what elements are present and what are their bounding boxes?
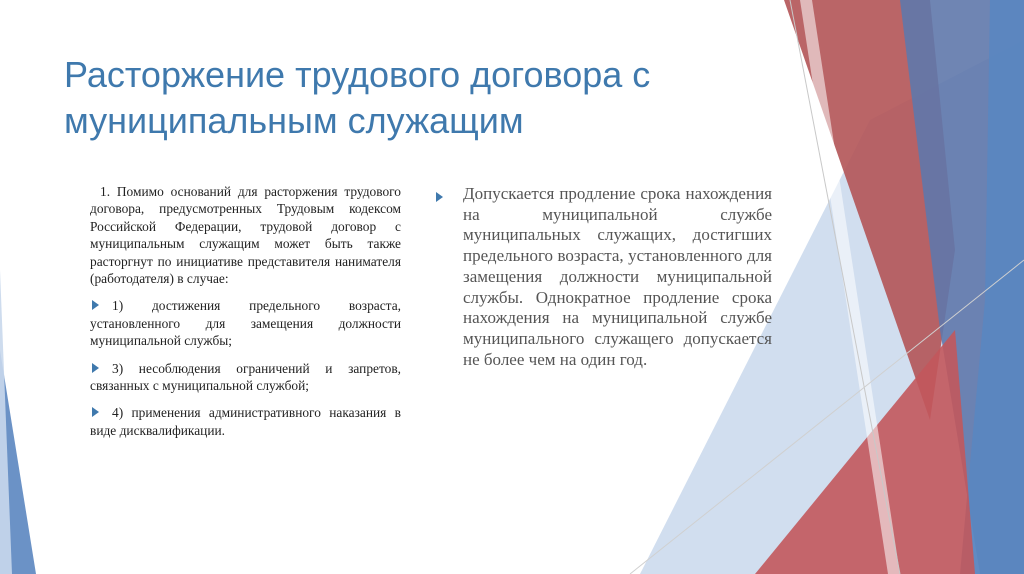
- left-text-column: [90, 183, 401, 449]
- triangle-bullet-icon: [92, 363, 99, 373]
- right-text-column: Допускается продление срока нахождения на муниципальной службе муниципальных служащих, достигших предельного возраста, установленного для замещения должности муниципальной службы. Однократное продление срока нахождения на муниципальной службе муниципального служащего допускается не более чем на один год.: [463, 184, 772, 369]
- slide-title: Расторжение трудового договора с муниципальным служащим: [64, 54, 651, 141]
- list-item: [90, 297, 401, 349]
- triangle-bullet-icon: [92, 300, 99, 310]
- list-item-text: 1) достижения предельного возраста, установленного для замещения должности муниципальной службы;: [90, 298, 401, 349]
- triangle-bullet-icon: [436, 192, 443, 202]
- list-item: [90, 360, 401, 395]
- triangle-bullet-icon: [92, 407, 99, 417]
- intro-paragraph: 1. Помимо оснований для расторжения трудового договора, предусмотренных Трудовым кодексом Российской Федерации, трудовой договор с муниципальным служащим может быть также расторгнут по инициативе представителя нанимателя (работодателя) в случае:: [90, 184, 401, 287]
- list-item: [90, 404, 401, 439]
- list-item-text: 4) применения административного наказания в виде дисквалификации.: [90, 405, 401, 438]
- list-item-text: 3) несоблюдения ограничений и запретов, связанных с муниципальной службой;: [90, 360, 401, 394]
